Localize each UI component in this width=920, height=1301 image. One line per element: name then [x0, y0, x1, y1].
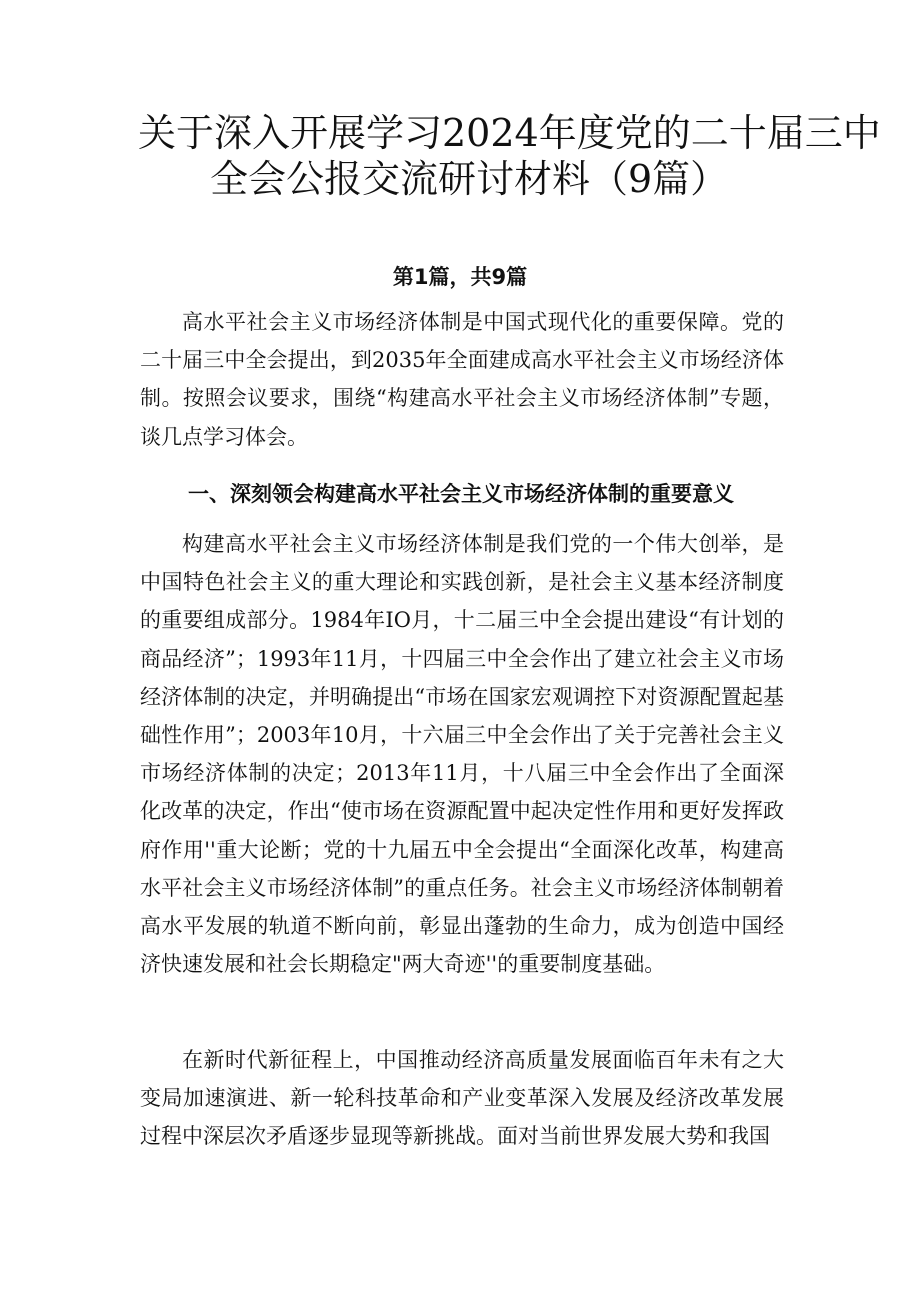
document-title-line-1: 关于深入开展学习2024年度党的二十届三中 — [138, 111, 881, 155]
part-label: 第1篇，共9篇 — [392, 265, 528, 289]
paragraph-intro: 高水平社会主义市场经济体制是中国式现代化的重要保障。党的二十届三中全会提出，到2035年全面建成高水平社会主义市场经济体制。按照会议要求，围绕“构建高水平社会主义市场经济体制”专题，谈几点学习体会。 — [140, 310, 784, 449]
document-title-line-2: 全会公报交流研讨材料（9篇） — [210, 157, 729, 201]
paragraph-new-era: 在新时代新征程上，中国推动经济高质量发展面临百年未有之大变局加速演进、新一轮科技革命和产业变革深入发展及经济改革发展过程中深层次矛盾逐步显现等新挑战。面对当前世界发展大势和我国 — [140, 1048, 784, 1149]
paragraph-history: 构建高水平社会主义市场经济体制是我们党的一个伟大创举，是中国特色社会主义的重大理论和实践创新，是社会主义基本经济制度的重要组成部分。1984年IO月，十二届三中全会提出建设“有计划的商品经济”；1993年11月，十四届三中全会作出了建立社会主义市场经济体制的决定，并明确提出“市场在国家宏观调控下对资源配置起基础性作用”；2003年10月，十六届三中全会作出了关于完善社会主义市场经济体制的决定；2013年11月，十八届三中全会作出了全面深化改革的决定，作出“使市场在资源配置中起决定性作用和更好发挥政府作用''重大论断；党的十九届五中全会提出“全面深化改革，构建高水平社会主义市场经济体制”的重点任务。社会主义市场经济体制朝着高水平发展的轨道不断向前，彰显出蓬勃的生命力，成为创造中国经济快速发展和社会长期稳定"两大奇迹''的重要制度基础。 — [140, 532, 784, 977]
section-heading-1: 一、深刻领会构建高水平社会主义市场经济体制的重要意义 — [188, 482, 734, 506]
